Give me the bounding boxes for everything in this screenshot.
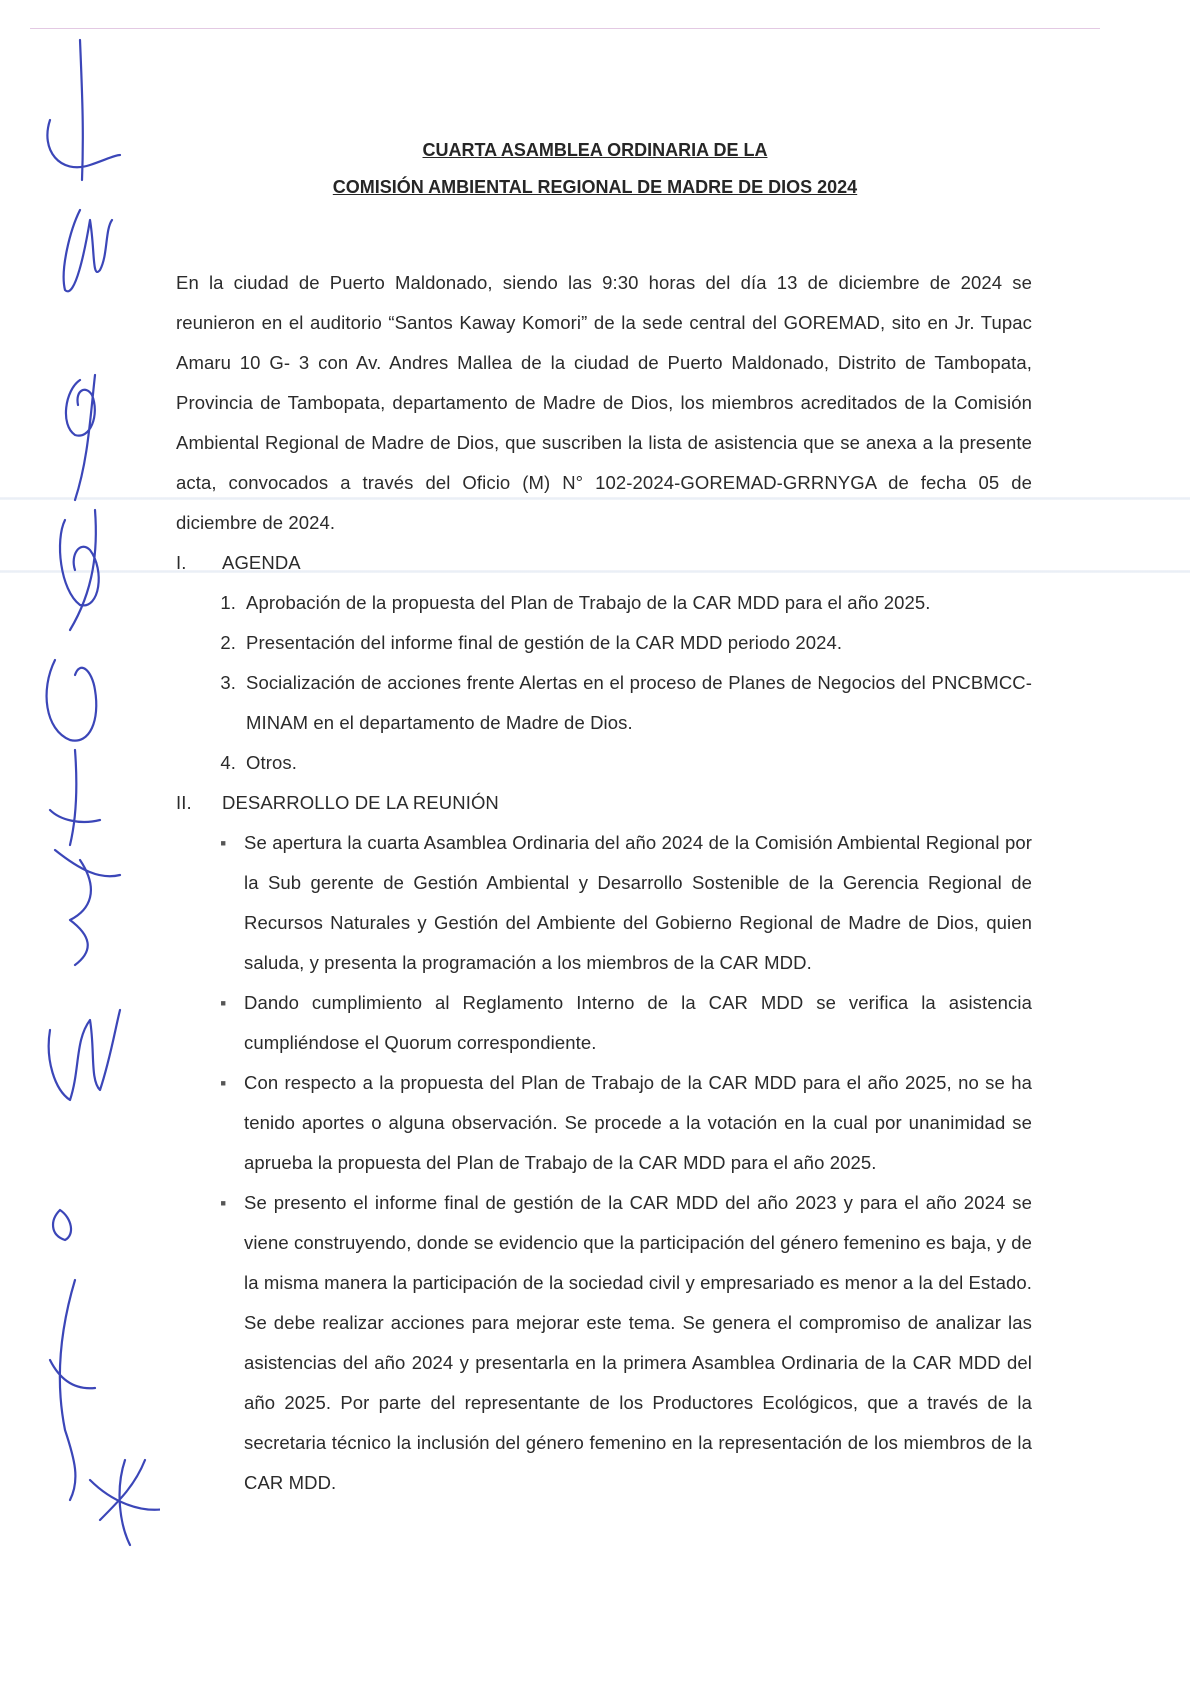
margin-signatures (20, 30, 160, 1670)
development-item-text: Se presento el informe final de gestión de la CAR MDD del año 2023 y para el año 2024 se viene construyendo, donde se evidencio que la participación del género femenino es baja, y de la misma manera la participación de la sociedad civil y empresariado es menor a la del Estado. Se debe realizar acciones para mejorar este tema. Se genera el compromiso de analizar las asistencias del año 2024 y presentarla en la primera Asamblea Ordinaria de la CAR MDD del año 2025. Por parte del representante de los Productores Ecológicos, que a través de la secretaria técnico la inclusión del género femenino en la representación de los miembros de la CAR MDD. (244, 1192, 1032, 1493)
initial-signature (50, 750, 120, 876)
development-item-text: Dando cumplimiento al Reglamento Interno de la CAR MDD se verifica la asistencia cumpliéndose el Quorum correspondiente. (244, 992, 1032, 1053)
title-line-2: COMISIÓN AMBIENTAL REGIONAL DE MADRE DE DIOS 2024 (332, 177, 858, 197)
agenda-item (176, 663, 1032, 743)
agenda-item-number: 4. (220, 752, 236, 773)
agenda-list (176, 583, 1032, 783)
development-item (176, 1183, 1032, 1503)
initial-signature (50, 1280, 95, 1500)
development-item (176, 983, 1032, 1063)
bullet-icon: ■ (220, 998, 226, 1008)
agenda-item-text: Otros. (246, 752, 297, 773)
initial-signature (90, 1460, 160, 1545)
agenda-item-text: Aprobación de la propuesta del Plan de Trabajo de la CAR MDD para el año 2025. (246, 592, 931, 613)
bullet-icon: ■ (220, 1078, 226, 1088)
section-number: II. (176, 792, 192, 813)
bullet-icon: ■ (220, 1198, 226, 1208)
agenda-item (176, 623, 1032, 663)
initial-signature (66, 375, 95, 500)
agenda-item-number: 1. (220, 592, 236, 613)
agenda-item (176, 583, 1032, 623)
development-item (176, 1063, 1032, 1183)
scan-top-rule (30, 28, 1100, 29)
section-title: DESARROLLO DE LA REUNIÓN (222, 792, 499, 813)
bullet-icon: ■ (220, 838, 226, 848)
section-development-heading (176, 783, 1032, 823)
agenda-item-number: 3. (220, 672, 236, 693)
initial-signature (64, 210, 112, 291)
agenda-item (176, 743, 1032, 783)
intro-paragraph: En la ciudad de Puerto Maldonado, siendo las 9:30 horas del día 13 de diciembre de 2024 se reunieron en el auditorio “Santos Kaway Komori” de la sede central del GOREMAD, sito en Jr. Tupac Amaru 10 G- 3 con Av. Andres Mallea de la ciudad de Puerto Maldonado, Distrito de Tambopata, Provincia de Tambopata, departamento de Madre de Dios, los miembros acreditados de la Comisión Ambiental Regional de Madre de Dios, que suscriben la lista de asistencia que se anexa a la presente acta, convocados a través del Oficio (M) N° 102-2024-GOREMAD-GRRNYGA de fecha 05 de diciembre de 2024. (176, 272, 1032, 533)
agenda-item-number: 2. (220, 632, 236, 653)
initial-signature (60, 510, 99, 630)
initial-signature (70, 860, 91, 965)
section-number: I. (176, 552, 187, 573)
initial-signature (47, 660, 97, 741)
section-title: AGENDA (222, 552, 301, 573)
document-body (176, 263, 1032, 1503)
development-item-text: Con respecto a la propuesta del Plan de Trabajo de la CAR MDD para el año 2025, no se ha tenido aportes o alguna observación. Se procede a la votación en la cual por unanimidad se aprueba la propuesta del Plan de Trabajo de la CAR MDD para el año 2025. (244, 1072, 1032, 1173)
agenda-item-text: Presentación del informe final de gestión de la CAR MDD periodo 2024. (246, 632, 843, 653)
initial-signature (49, 1010, 120, 1100)
section-agenda-heading (176, 543, 1032, 583)
initial-signature (53, 1210, 71, 1240)
agenda-item-text: Socialización de acciones frente Alertas en el proceso de Planes de Negocios del PNCBMCC- MINAM en el departamento de Madre de Dios. (246, 672, 1032, 733)
development-item (176, 823, 1032, 983)
title-line-1: CUARTA ASAMBLEA ORDINARIA DE LA (422, 140, 768, 160)
development-list (176, 823, 1032, 1503)
development-item-text: Se apertura la cuarta Asamblea Ordinaria del año 2024 de la Comisión Ambiental Regional por la Sub gerente de Gestión Ambiental y Desarrollo Sostenible de la Gerencia Regional de Recursos Naturales y Gestión del Ambiente del Gobierno Regional de Madre de Dios, quien saluda, y presenta la programación a los miembros de la CAR MDD. (244, 832, 1032, 973)
